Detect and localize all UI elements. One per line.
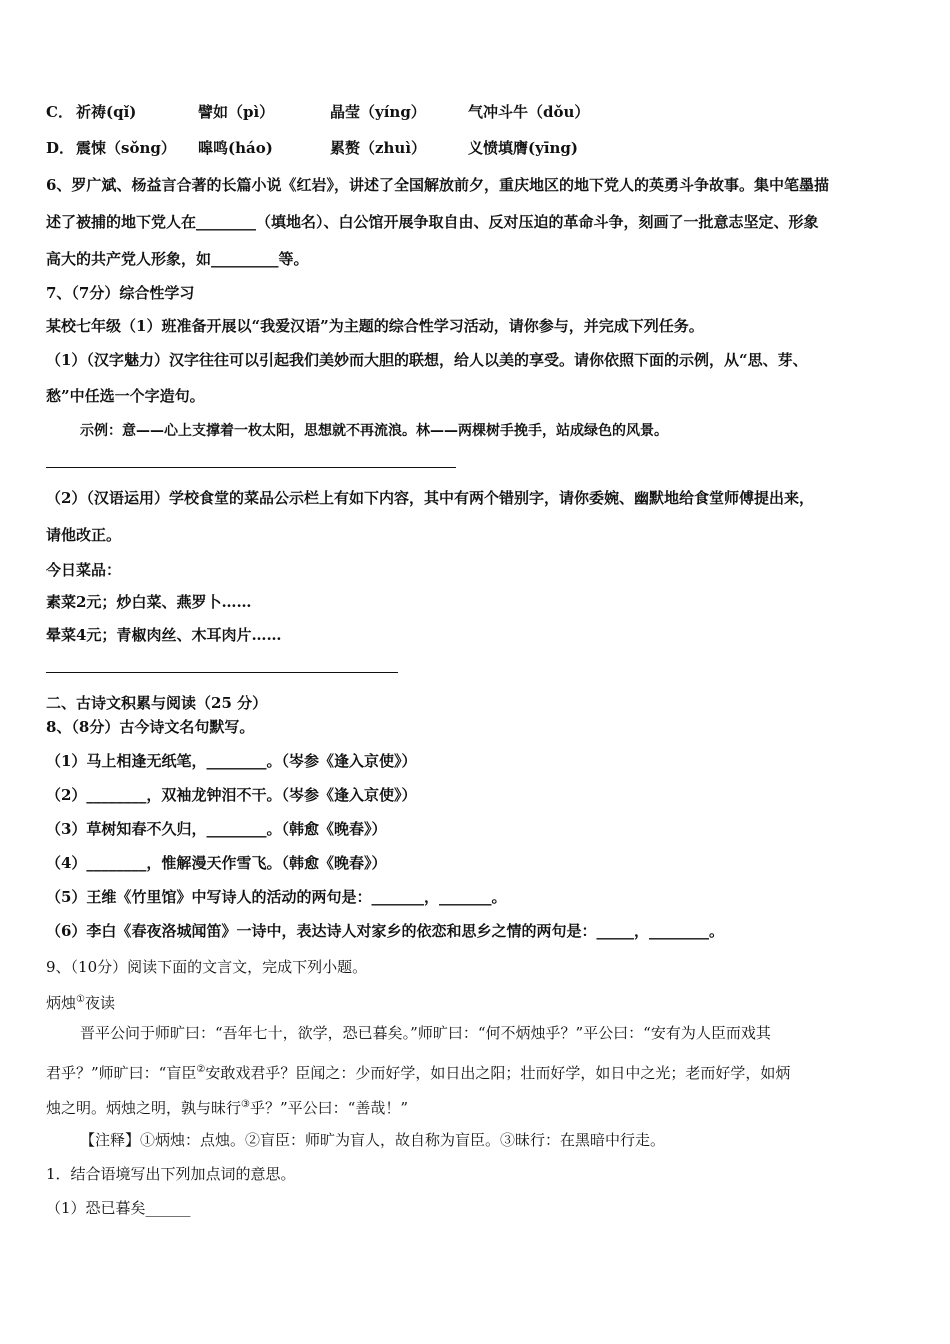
annotation-note: 【注释】①炳烛：点烛。②盲臣：师旷为盲人，故自称为盲臣。③昧行：在黑暗中行走。 [80,1131,666,1149]
passage-line-3-b: 乎？”平公曰：“善哉！” [249,1099,408,1117]
q7-header: 7、（7分）综合性学习 [46,284,195,302]
passage-line-1: 晋平公问于师旷曰：“吾年七十，欲学，恐已暮矣。”师旷曰：“何不炳烛乎？”平公曰：“安有为人臣而戏其 [80,1024,771,1042]
q9-header: 9、（10分）阅读下面的文言文，完成下列小题。 [46,958,368,976]
passage-line-2-a: 君乎？”师旷曰：“盲臣 [46,1064,197,1082]
passage-line-2 [46,1060,790,1083]
q7-intro: 某校七年级（1）班准备开展以“我爱汉语”为主题的综合性学习活动，请你参与，并完成下列任务。 [46,317,704,335]
passage-title-a: 炳烛 [46,994,77,1012]
option-c-letter: C． [46,103,73,121]
q8-item-4: （4）________，惟解漫天作雪飞。（韩愈《晚春》） [46,854,387,872]
passage-line-3-a: 烛之明。炳烛之明，孰与昧行 [46,1099,242,1117]
option-c-item-4: 气冲斗牛（dǒu） [468,103,590,121]
passage-line-2-b: 安敢戏君乎？臣闻之：少而好学，如日出之阳；壮而好学，如日中之光；老而好学，如炳 [205,1064,791,1082]
q6-line-3: 高大的共产党人形象，如_________等。 [46,250,309,268]
answer-line-q7-1 [46,467,456,468]
option-d-letter: D． [46,139,75,157]
passage-title-b: 夜读 [84,994,115,1012]
passage-line-3 [46,1095,408,1118]
q7-part2-line-2: 请他改正。 [46,526,122,544]
q7-part1-line-2: 愁”中任选一个字造句。 [46,387,205,405]
q9-sub-question-1-item-1: （1）恐已暮矣______ [46,1199,191,1217]
q6-line-1: 6、罗广斌、杨益言合著的长篇小说《红岩》，讲述了全国解放前夕，重庆地区的地下党人的英勇斗争故事。集中笔墨描 [46,176,829,194]
q6-line-2: 述了被捕的地下党人在________（填地名）、白公馆开展争取自由、反对压迫的革命斗争，刻画了一批意志坚定、形象 [46,213,819,231]
option-c-item-3: 晶莹（yíng） [330,103,426,121]
option-d-item-1: 震悚（sǒng） [76,139,176,157]
q8-item-1: （1）马上相逢无纸笔，________。（岑参《逢入京使》） [46,752,417,770]
passage-title [46,990,115,1013]
menu-meat: 晕菜4元；青椒肉丝、木耳肉片…… [46,626,282,644]
q8-item-5: （5）王维《竹里馆》中写诗人的活动的两句是：_______，_______。 [46,888,507,906]
option-d-item-2: 嗥鸣(háo) [198,139,273,157]
q7-part2-line-1: （2）（汉语运用）学校食堂的菜品公示栏上有如下内容，其中有两个错别字，请你委婉、幽默地给食堂师傅提出来， [46,489,814,507]
answer-line-q7-2 [46,672,398,673]
option-d-item-3: 累赘（zhuì） [330,139,427,157]
footnote-marker-1: ① [76,994,85,1005]
footnote-marker-2: ② [196,1064,206,1075]
q7-example: 示例：意——心上支撑着一枚太阳，思想就不再流浪。林——两棵树手挽手，站成绿色的风景。 [80,423,668,439]
option-c-item-2: 譬如（pì） [198,103,275,121]
q7-part1-line-1: （1）（汉字魅力）汉字往往可以引起我们美妙而大胆的联想，给人以美的享受。请你依照下面的示例，从“思、芽、 [46,351,808,369]
q8-item-6: （6）李白《春夜洛城闻笛》一诗中，表达诗人对家乡的依恋和思乡之情的两句是：_____，________。 [46,922,724,940]
section-2-title: 二、古诗文积累与阅读（25 分） [46,694,268,712]
option-d-item-4: 义愤填膺(yīng) [468,139,579,157]
q9-sub-question-1: 1．结合语境写出下列加点词的意思。 [46,1165,296,1183]
q8-header: 8、（8分）古今诗文名句默写。 [46,718,255,736]
menu-title: 今日菜品： [46,561,122,579]
option-c-item-1: 祈祷(qǐ) [76,103,137,121]
menu-vegetable: 素菜2元；炒白菜、燕罗卜…… [46,593,252,611]
q8-item-3: （3）草树知春不久归，________。（韩愈《晚春》） [46,820,387,838]
footnote-marker-3: ③ [241,1099,250,1110]
q8-item-2: （2）________，双袖龙钟泪不干。（岑参《逢入京使》） [46,786,417,804]
